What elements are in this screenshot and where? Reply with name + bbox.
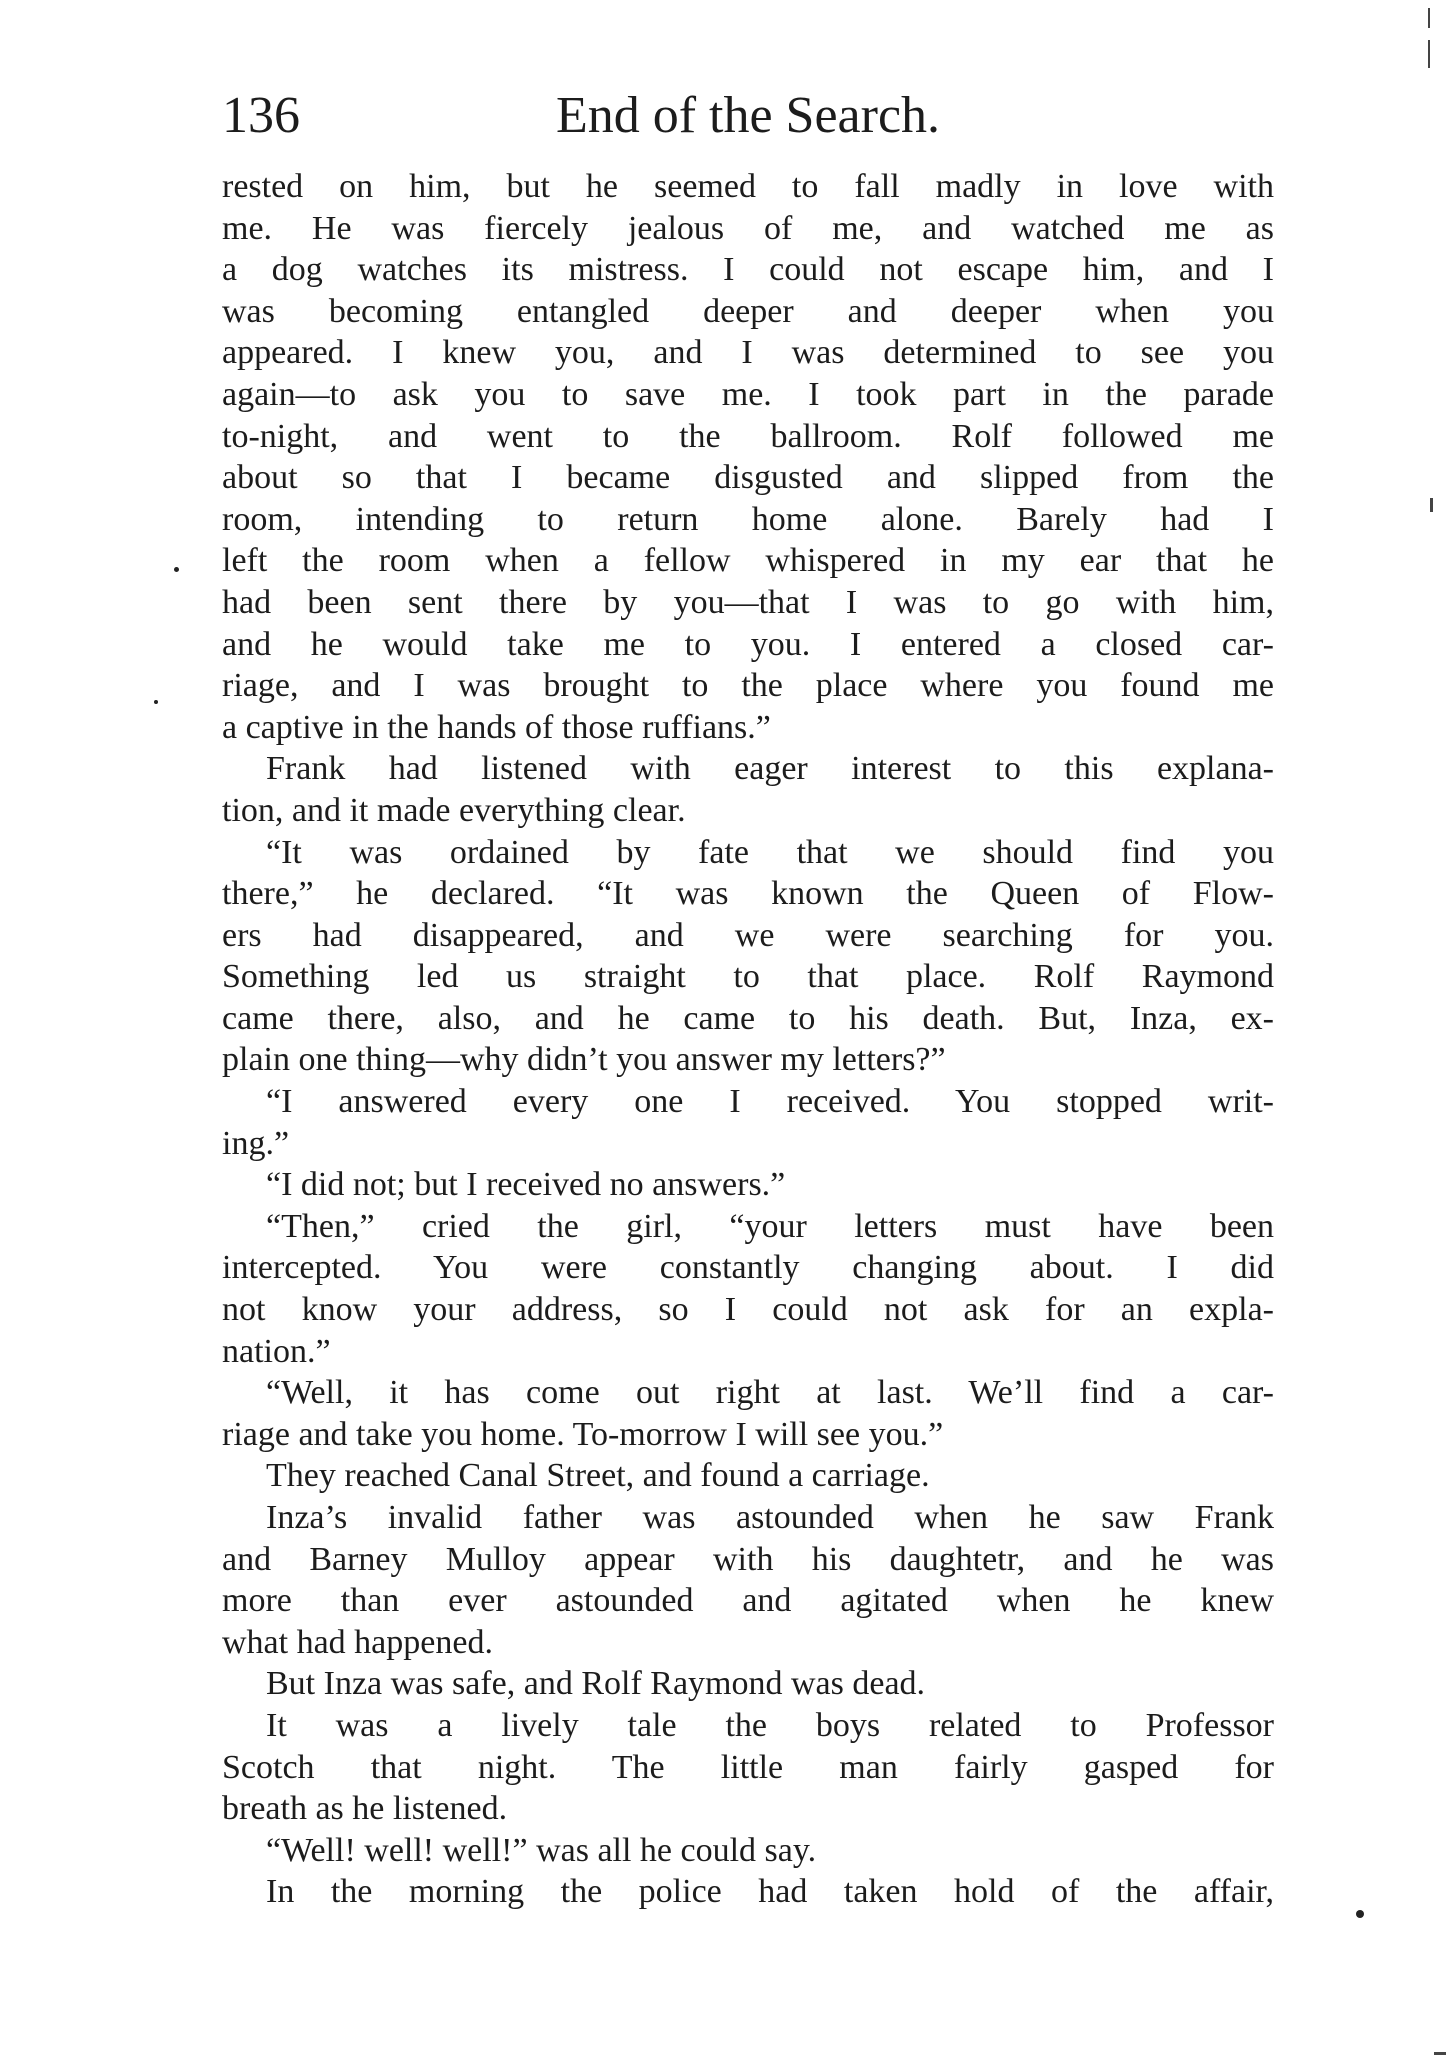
text-line: Frank had listened with eager interest to this explana- (266, 750, 1274, 788)
text-line: plain one thing—why didn’t you answer my letters?” (222, 1041, 946, 1079)
text-line: breath as he listened. (222, 1790, 508, 1828)
text-line: rested on him, but he seemed to fall madly in love with (222, 168, 1274, 205)
text-line: In the morning the police had taken hold of the affair, (266, 1873, 1274, 1911)
page-number: 136 (222, 87, 300, 144)
text-line: was becoming entangled deeper and deeper when you (222, 292, 1274, 330)
text-line: room, intending to return home alone. Barely had I (222, 500, 1274, 538)
text-line: what had happened. (222, 1623, 493, 1661)
scan-speck (174, 567, 179, 572)
scan-edge-mark (1434, 2052, 1446, 2055)
text-line: “I answered every one I received. You stopped writ- (266, 1083, 1274, 1121)
text-line: not know your address, so I could not ask for an expla- (222, 1291, 1274, 1329)
running-head (222, 76, 1274, 156)
text-line: about so that I became disgusted and slipped from the (222, 459, 1274, 497)
body-text (222, 166, 1274, 1913)
text-line: more than ever astounded and agitated when he knew (222, 1582, 1274, 1620)
text-line: came there, also, and he came to his death. But, Inza, ex- (222, 999, 1274, 1037)
text-line: there,” he declared. “It was known the Queen of Flow- (222, 875, 1274, 913)
text-line: left the room when a fellow whispered in my ear that he (222, 542, 1274, 580)
text-line: ers had disappeared, and we were searching for you. (222, 916, 1274, 954)
scan-edge-mark (1428, 8, 1430, 28)
scan-edge-mark (1428, 40, 1430, 68)
text-line: Scotch that night. The little man fairly gasped for (222, 1748, 1274, 1786)
text-line: ing.” (222, 1124, 290, 1162)
text-line: a dog watches its mistress. I could not escape him, and I (222, 251, 1274, 289)
text-line: “Well! well! well!” was all he could say. (266, 1831, 817, 1869)
text-line: Something led us straight to that place. Rolf Raymond (222, 958, 1274, 996)
scan-edge-mark (1430, 498, 1433, 512)
chapter-title: End of the Search. (555, 87, 941, 144)
text-line: to-night, and went to the ballroom. Rolf followed me (222, 417, 1274, 455)
text-line: tion, and it made everything clear. (222, 791, 686, 829)
scan-speck (154, 700, 158, 704)
text-line: Inza’s invalid father was astounded when he saw Frank (266, 1499, 1274, 1536)
text-line: nation.” (222, 1332, 331, 1370)
text-line: riage, and I was brought to the place where you found me (222, 667, 1274, 705)
text-line: and Barney Mulloy appear with his daughtetr, and he was (222, 1540, 1274, 1578)
text-line: intercepted. You were constantly changing about. I did (222, 1249, 1274, 1287)
text-line: a captive in the hands of those ruffians.” (222, 708, 771, 746)
text-line: But Inza was safe, and Rolf Raymond was dead. (266, 1665, 926, 1703)
text-line: riage and take you home. To-morrow I will see you.” (222, 1415, 944, 1453)
text-line: and he would take me to you. I entered a closed car- (222, 625, 1274, 663)
text-line: appeared. I knew you, and I was determined to see you (222, 334, 1274, 372)
text-line: again—to ask you to save me. I took part in the parade (222, 375, 1274, 413)
text-line: “I did not; but I received no answers.” (266, 1166, 786, 1204)
text-line: “It was ordained by fate that we should find you (266, 833, 1274, 871)
text-line: “Well, it has come out right at last. We’ll find a car- (266, 1374, 1274, 1412)
text-line: They reached Canal Street, and found a carriage. (266, 1457, 930, 1495)
text-line: me. He was fiercely jealous of me, and watched me as (222, 209, 1274, 247)
scan-speck (1356, 1910, 1364, 1918)
text-line: It was a lively tale the boys related to Professor (266, 1706, 1274, 1744)
text-line: “Then,” cried the girl, “your letters must have been (266, 1207, 1274, 1245)
text-line: had been sent there by you—that I was to go with him, (222, 583, 1274, 621)
